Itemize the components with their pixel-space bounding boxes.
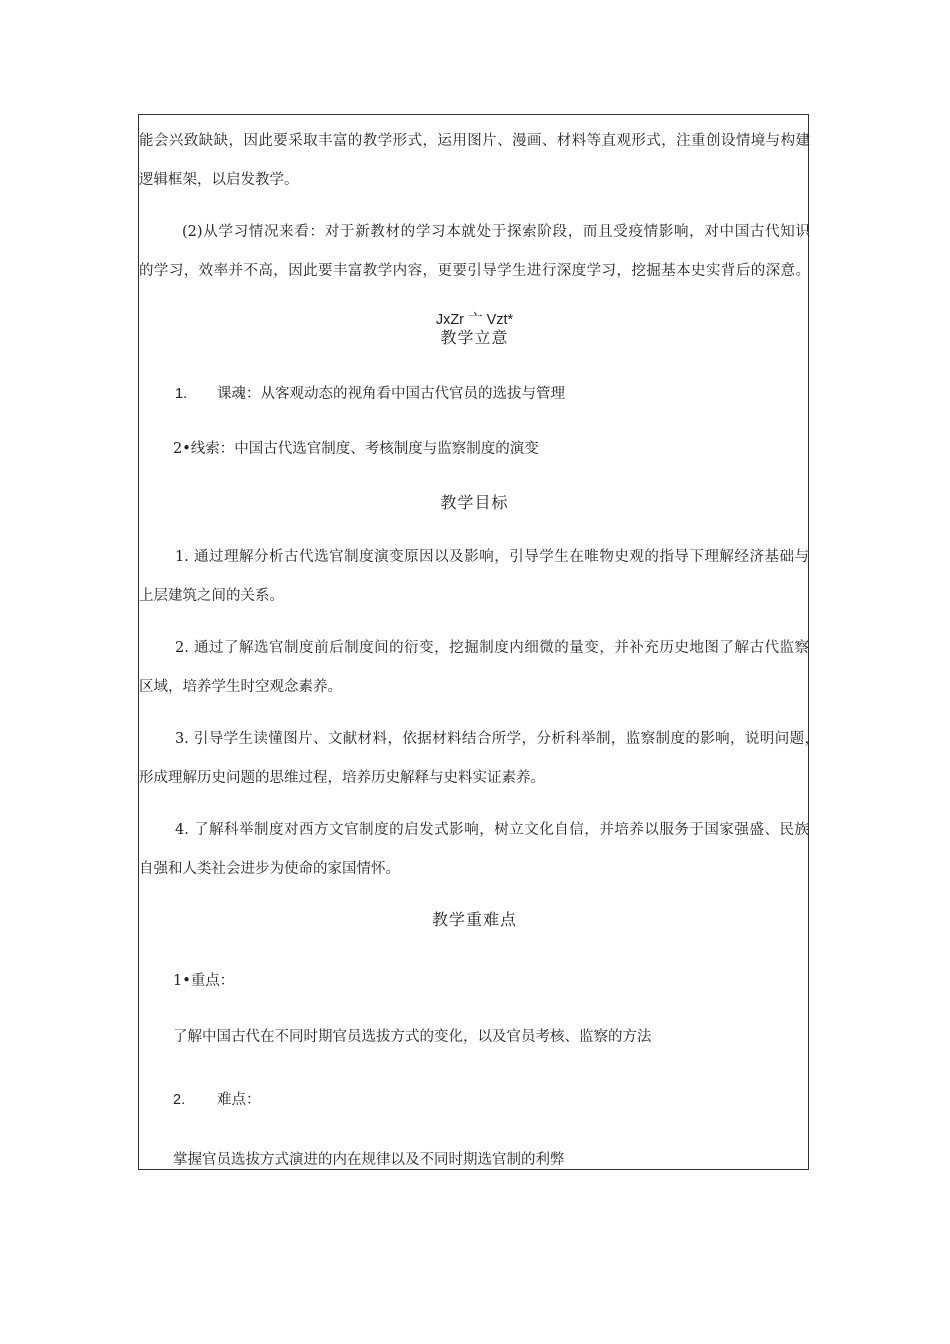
key-point-text: 了解中国古代在不同时期官员选拔方式的变化，以及官员考核、监察的方法 xyxy=(173,1029,652,1045)
objective-3-line2: 形成理解历史问题的思维过程，培养历史解释与史料实证素养。 xyxy=(139,770,545,786)
objective-2-line1: 2. 通过了解选官制度前后制度间的衍变，挖掘制度内细微的量变，并补充历史地图了解古代监察 xyxy=(175,640,809,656)
difficult-point-text: 掌握官员选拔方式演进的内在规律以及不同时期选官制的利弊 xyxy=(173,1152,565,1168)
difficult-point-label: 难点： xyxy=(217,1092,261,1108)
objective-1-line1: 1. 通过理解分析古代选官制度演变原因以及影响，引导学生在唯物史观的指导下理解经济基础与 xyxy=(175,549,809,565)
analysis-para1-line2: 逻辑框架，以启发教学。 xyxy=(139,172,299,188)
objective-3-line1: 3. 引导学生读懂图片、文献材料，依据材料结合所学，分析科举制，监察制度的影响，说明问题， xyxy=(175,731,819,747)
analysis-para1-line1: 能会兴致缺缺，因此要采取丰富的教学形式，运用图片、漫画、材料等直观形式，注重创设情境与构建 xyxy=(139,133,810,149)
garbled-heading-text: JxZr 亠 Vzt* xyxy=(435,312,514,328)
intent-item-1-number: 1. xyxy=(175,386,188,402)
analysis-para2-line2: 的学习，效率并不高，因此要丰富教学内容，更要引导学生进行深度学习，挖掘基本史实背后的深意。 xyxy=(139,263,810,279)
objective-4-line1: 4. 了解科举制度对西方文官制度的启发式影响，树立文化自信，并培养以服务于国家强盛、民族 xyxy=(175,822,809,838)
objectives-heading: 教学目标 xyxy=(440,493,509,512)
analysis-para2-line1: (2)从学习情况来看：对于新教材的学习本就处于探索阶段，而且受疫情影响，对中国古代知识 xyxy=(182,224,810,240)
difficult-point-number: 2. xyxy=(173,1092,186,1108)
objective-1-line2: 上层建筑之间的关系。 xyxy=(139,588,284,604)
objective-2-line2: 区域，培养学生时空观念素养。 xyxy=(139,679,342,695)
key-points-heading: 教学重难点 xyxy=(431,910,517,929)
intent-item-2: 2•线索：中国古代选官制度、考核制度与监察制度的演变 xyxy=(173,441,539,457)
key-point-label: 1•重点： xyxy=(173,973,235,989)
intent-heading: 教学立意 xyxy=(440,328,509,347)
intent-item-1-text: 课魂：从客观动态的视角看中国古代官员的选拔与管理 xyxy=(217,386,565,402)
objective-4-line2: 自强和人类社会进步为使命的家国情怀。 xyxy=(139,861,400,877)
